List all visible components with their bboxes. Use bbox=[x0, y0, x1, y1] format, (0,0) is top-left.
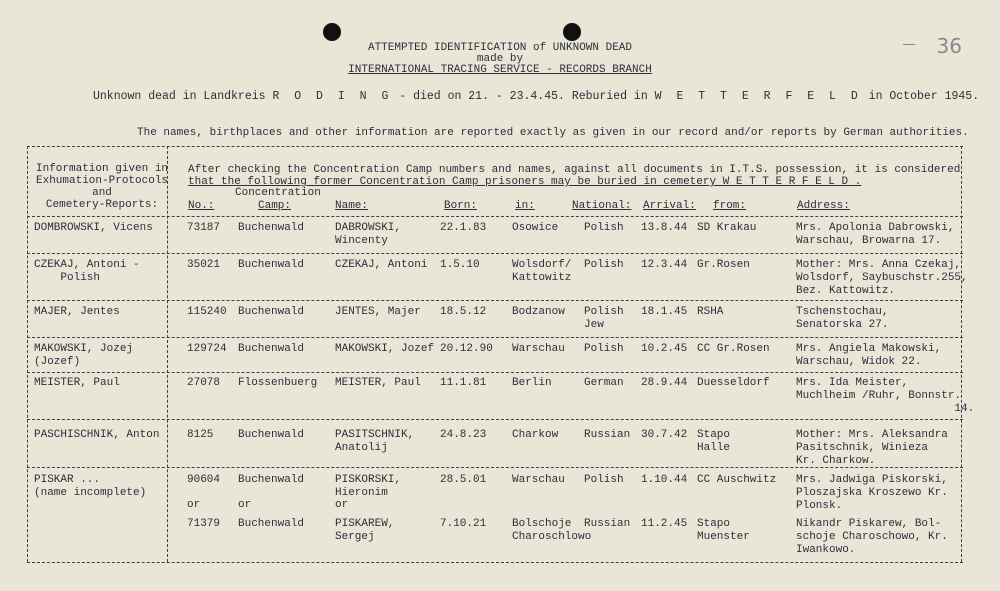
cell-address: Mother: Mrs. Aleksandra Pasitschnik, Winieza Kr. Charkow. bbox=[796, 429, 948, 467]
col-header-camp: Camp: bbox=[258, 200, 292, 212]
cell-arrival: 1.10.44 bbox=[641, 474, 688, 486]
cell-national: German bbox=[584, 377, 624, 389]
punch-hole-left bbox=[323, 23, 341, 41]
cell-name: PISKORSKI, Hieronim bbox=[335, 474, 402, 499]
cell-name: PISKAREW, Sergej bbox=[335, 518, 395, 543]
col-header-address: Address: bbox=[797, 200, 850, 212]
cell-national: Polish bbox=[584, 474, 624, 486]
cell-address: Nikandr Piskarew, Bol- schoje Charoschowo, Kr. Iwankowo. bbox=[796, 518, 948, 556]
cell-in: Berlin bbox=[512, 377, 552, 389]
col-header-no: No.: bbox=[188, 200, 215, 212]
summary-landkreis: R O D I N G bbox=[272, 90, 393, 103]
cell-from: Stapo Halle bbox=[697, 429, 731, 454]
cell-national: Russian bbox=[584, 429, 631, 441]
cell-name: or bbox=[335, 499, 349, 511]
summary-reburied: Reburied in bbox=[571, 90, 648, 103]
table-bottom-rule bbox=[27, 562, 963, 563]
cell-born: 11.1.81 bbox=[440, 377, 487, 389]
cell-address: Mrs. Apolonia Dabrowski, Warschau, Browarna 17. bbox=[796, 222, 955, 247]
title-line-1: ATTEMPTED IDENTIFICATION of UNKNOWN DEAD bbox=[367, 42, 633, 54]
cell-in: Charkow bbox=[512, 429, 559, 441]
cell-name: PASITSCHNIK, Anatolij bbox=[335, 429, 415, 454]
cell-name: CZEKAJ, Antoni bbox=[335, 259, 428, 271]
summary-place: W E T T E R F E L D bbox=[654, 90, 862, 103]
cell-born: 1.5.10 bbox=[440, 259, 480, 271]
col-header-arrival: Arrival: bbox=[643, 200, 696, 212]
authority-note: The names, birthplaces and other information are reported exactly as given in our record and/or reports by German authorities. bbox=[137, 127, 969, 139]
cell-camp: Buchenwald bbox=[238, 343, 305, 355]
cell-national: Polish Jew bbox=[584, 306, 624, 331]
cell-address: Mrs. Ida Meister, Muchlheim /Ruhr, Bonnstr. 14. bbox=[796, 377, 975, 415]
col-header-born: Born: bbox=[444, 200, 478, 212]
cell-in: Wolsdorf/ Kattowitz bbox=[512, 259, 572, 284]
cell-national: Polish bbox=[584, 259, 624, 271]
cell-from: CC Gr.Rosen bbox=[697, 343, 770, 355]
cell-info: MAKOWSKI, Jozej (Jozef) bbox=[34, 343, 134, 368]
cell-no: 27078 bbox=[187, 377, 221, 389]
cell-name: JENTES, Majer bbox=[335, 306, 421, 318]
cell-arrival: 18.1.45 bbox=[641, 306, 688, 318]
header-intro-2: that the following former Concentration Camp prisoners may be buried in cemetery W E T T E R F E L D . bbox=[188, 176, 862, 188]
cell-camp: Buchenwald bbox=[238, 429, 305, 441]
cell-camp: or bbox=[238, 499, 252, 511]
cell-camp: Buchenwald bbox=[238, 222, 305, 234]
cell-in: Bodzanow bbox=[512, 306, 565, 318]
cell-national: Polish bbox=[584, 343, 624, 355]
cell-address: Tschenstochau, Senatorska 27. bbox=[796, 306, 889, 331]
cell-no: 73187 bbox=[187, 222, 221, 234]
cell-born: 18.5.12 bbox=[440, 306, 487, 318]
cell-born: 28.5.01 bbox=[440, 474, 487, 486]
page-number: 36 bbox=[936, 34, 962, 58]
cell-arrival: 10.2.45 bbox=[641, 343, 688, 355]
cell-no: or bbox=[187, 499, 201, 511]
col-header-national: National: bbox=[572, 200, 632, 212]
cell-info: DOMBROWSKI, Vicens bbox=[34, 222, 153, 234]
cell-info: PISKAR ... (name incomplete) bbox=[34, 474, 147, 499]
header-intro-1: After checking the Concentration Camp numbers and names, against all documents in I.T.S. possession, it is considered bbox=[188, 164, 961, 176]
column-camp-super: Concentration bbox=[235, 187, 321, 199]
cell-camp: Buchenwald bbox=[238, 259, 305, 271]
cell-address: Mother: Mrs. Anna Czekaj, Wolsdorf, Saybuschstr.255, Bez. Kattowitz. bbox=[796, 259, 968, 297]
table-left-rule bbox=[27, 146, 28, 562]
cell-name: MAKOWSKI, Jozef bbox=[335, 343, 435, 355]
cell-info: MAJER, Jentes bbox=[34, 306, 120, 318]
title-line-2: made by bbox=[476, 53, 524, 65]
summary-line bbox=[93, 90, 979, 103]
cell-camp: Buchenwald bbox=[238, 474, 305, 486]
cell-born: 20.12.90 bbox=[440, 343, 493, 355]
cell-no: 129724 bbox=[187, 343, 227, 355]
cell-arrival: 12.3.44 bbox=[641, 259, 688, 271]
table-right-rule bbox=[961, 146, 962, 562]
cell-born: 7.10.21 bbox=[440, 518, 487, 530]
summary-prefix: Unknown dead in Landkreis bbox=[93, 90, 266, 103]
cell-from: SD Krakau bbox=[697, 222, 757, 234]
cell-from: CC Auschwitz bbox=[697, 474, 777, 486]
cell-name: MEISTER, Paul bbox=[335, 377, 421, 389]
punch-hole-right bbox=[563, 23, 581, 41]
title-line-3: INTERNATIONAL TRACING SERVICE - RECORDS BRANCH bbox=[348, 64, 652, 76]
cell-arrival: 13.8.44 bbox=[641, 222, 688, 234]
cell-arrival: 28.9.44 bbox=[641, 377, 688, 389]
cell-in: Osowice bbox=[512, 222, 559, 234]
col-header-from: from: bbox=[713, 200, 747, 212]
cell-national: Polish bbox=[584, 222, 624, 234]
cell-camp: Buchenwald bbox=[238, 306, 305, 318]
cell-info: CZEKAJ, Antoni - Polish bbox=[34, 259, 140, 284]
cell-no: 115240 bbox=[187, 306, 227, 318]
col-header-in: in: bbox=[515, 200, 535, 212]
cell-arrival: 11.2.45 bbox=[641, 518, 688, 530]
header-left-label: Information given in Exhumation-Protocols and Cemetery-Reports: bbox=[36, 163, 169, 211]
cell-national: Russian bbox=[584, 518, 631, 530]
cell-camp: Flossenbuerg bbox=[238, 377, 318, 389]
summary-when: in October 1945. bbox=[868, 90, 980, 103]
cell-camp: Buchenwald bbox=[238, 518, 305, 530]
cell-info: PASCHISCHNIK, Anton bbox=[34, 429, 160, 441]
cell-no: 8125 bbox=[187, 429, 214, 441]
cell-from: Duesseldorf bbox=[697, 377, 770, 389]
col-header-name: Name: bbox=[335, 200, 369, 212]
cell-address: Mrs. Jadwiga Piskorski, Ploszajska Kroszewo Kr. Plonsk. bbox=[796, 474, 948, 512]
cell-from: RSHA bbox=[697, 306, 724, 318]
cell-in: Bolschoje Charoschlowo bbox=[512, 518, 592, 543]
cell-arrival: 30.7.42 bbox=[641, 429, 688, 441]
page-dash bbox=[903, 44, 915, 45]
cell-no: 35021 bbox=[187, 259, 221, 271]
cell-in: Warschau bbox=[512, 343, 565, 355]
cell-no: 90604 bbox=[187, 474, 221, 486]
cell-address: Mrs. Angiela Makowski, Warschau, Widok 22. bbox=[796, 343, 942, 368]
cell-from: Gr.Rosen bbox=[697, 259, 750, 271]
cell-from: Stapo Muenster bbox=[697, 518, 750, 543]
cell-born: 22.1.83 bbox=[440, 222, 487, 234]
cell-no: 71379 bbox=[187, 518, 221, 530]
cell-name: DABROWSKI, Wincenty bbox=[335, 222, 402, 247]
cell-info: MEISTER, Paul bbox=[34, 377, 120, 389]
cell-born: 24.8.23 bbox=[440, 429, 487, 441]
cell-in: Warschau bbox=[512, 474, 565, 486]
summary-died: - died on 21. - 23.4.45. bbox=[399, 90, 565, 103]
